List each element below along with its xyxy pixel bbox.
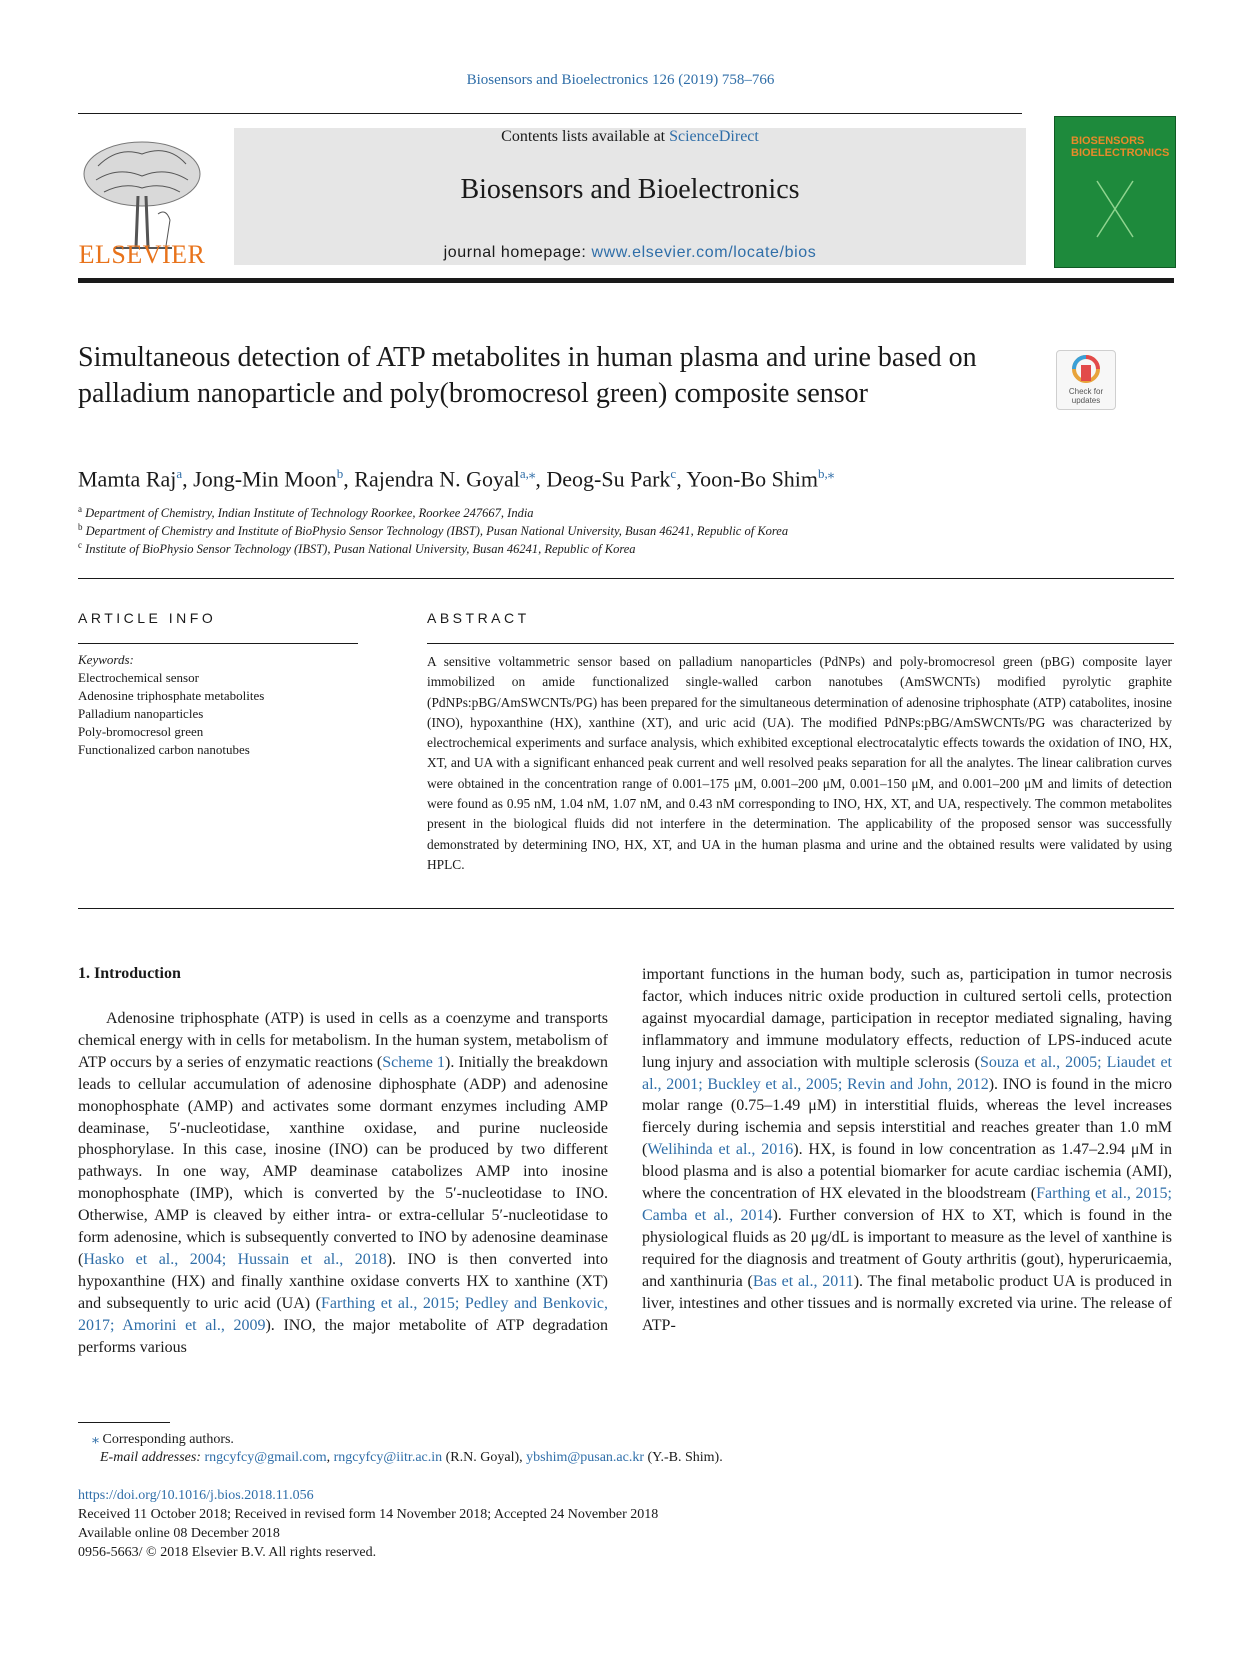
intro-column-right: [642, 964, 1172, 1336]
intro-text: ). HX, is found in low concentration as 1.47–2.94 μM in blood plasma and is also a potential biomarker for acute cardiac ischemia (AMI), where the concentration of HX elevated in the bloodstream (: [642, 1141, 1173, 1203]
author-name[interactable]: Mamta Raj: [78, 466, 177, 492]
received-dates: Received 11 October 2018; Received in revised form 14 November 2018; Accepted 24 November 2018: [78, 1507, 659, 1522]
journal-title: Biosensors and Bioelectronics: [460, 174, 800, 205]
affiliation: [78, 522, 1178, 539]
author-sup[interactable]: c: [670, 466, 677, 481]
email-label: E-mail addresses:: [100, 1450, 201, 1465]
elsevier-wordmark: ELSEVIER: [78, 240, 206, 269]
intro-text: ). Further conversion of HX to XT, which is found in the physiological fluids as 20 μg/dL is important to measure as the level of xanthine is required for the diagnosis and treatment of Gouty arthritis (gout), hyperuricaemia, and xanthinuria (: [642, 1206, 1172, 1290]
email-owner: (Y.-B. Shim).: [644, 1450, 723, 1465]
cover-title-line2: BIOELECTRONICS: [1071, 147, 1170, 159]
available-online: Available online 08 December 2018: [78, 1526, 280, 1541]
intro-text: important functions in the human body, such as, participation in tumor necrosis factor, which induces nitric oxide production in cultured sertoli cells, protection against myocardial damage, participation in receptor mediated signaling, having inflammatory and immune modulatory effects, reduction of LPS-induced acute lung injury and association with multiple sclerosis (: [642, 966, 1172, 1071]
keyword-item: Palladium nanoparticles: [78, 706, 204, 721]
author-sup[interactable]: b,⁎: [818, 466, 835, 481]
affiliation-sup: c: [78, 540, 82, 550]
author-sup[interactable]: a,⁎: [519, 466, 536, 481]
email-link[interactable]: rngcyfcy@iitr.ac.in: [333, 1450, 443, 1465]
email-link[interactable]: ybshim@pusan.ac.kr: [526, 1450, 645, 1465]
header-top-rule: [78, 113, 1022, 114]
reference-link[interactable]: Welihinda et al., 2016: [647, 1141, 794, 1159]
contents-prefix: Contents lists available at: [501, 128, 670, 145]
intro-column-left: [78, 1008, 608, 1359]
intro-text: ). INO is then converted into hypoxanthine (HX) and finally xanthine oxidase converts HX to xanthine (XT) and subsequently to uric acid (UA) (: [78, 1250, 609, 1312]
homepage-prefix: journal homepage:: [443, 244, 592, 261]
check-for-updates-button[interactable]: [1056, 350, 1116, 410]
intro-text: Adenosine triphosphate (ATP) is used in cells as a coenzyme and transports chemical energy with in cells for metabolism. In the human system, metabolism of ATP occurs by a series of enzymatic reactions (: [78, 1010, 608, 1071]
author-name[interactable]: Jong-Min Moon: [193, 466, 337, 492]
author-name[interactable]: Rajendra N. Goyal: [354, 466, 520, 492]
reference-link[interactable]: Souza et al., 2005; Liaudet et al., 2001; Buckley et al., 2005; Revin and John, 2012: [642, 1053, 1173, 1093]
abstract-heading: ABSTRACT: [427, 610, 530, 626]
article-info-heading: ARTICLE INFO: [78, 610, 217, 626]
keyword-item: Functionalized carbon nanotubes: [78, 742, 250, 757]
homepage-line: [234, 244, 1026, 262]
sciencedirect-link[interactable]: ScienceDirect: [669, 128, 759, 145]
affiliation: [78, 540, 1178, 557]
reference-link[interactable]: Bas et al., 2011: [752, 1272, 854, 1290]
footnote-rule: [78, 1422, 170, 1423]
affiliation-text: Department of Chemistry, Indian Institute of Technology Roorkee, Roorkee 247667, India: [85, 506, 534, 521]
abstract-text: A sensitive voltammetric sensor based on palladium nanoparticles (PdNPs) and poly-bromocresol green (pBG) composite layer immobilized on amide functionalized single-walled carbon nanotubes (AmSWCNTs) modified pyrolytic graphite (PdNPs:pBG/AmSWCNTs/PG) has been prepared for the simultaneous determination of adenosine triphosphate (ATP) catabolites, inosine (INO), hypoxanthine (HX), xanthine (XT), and uric acid (UA). The modified PdNPs:pBG/AmSWCNTs/PG was characterized by electrochemical experiments and surface analysis, which exhibited exceptional electrocatalytic effects towards the oxidation of INO, HX, XT, and UA with a significant enhanced peak current and well resolved peaks separation for all the analytes. The linear calibration curves were obtained in the concentration range of 0.001–175 μM, 0.001–200 μM, 0.001–150 μM, and 0.001–200 μM and limits of detection were found as 0.95 nM, 1.04 nM, 1.07 nM, and 0.43 nM corresponding to INO, HX, XT, and UA, respectively. The common metabolites present in the biological fluids did not interfere in the determination. The applicability of the proposed sensor was successfully demonstrated by determining INO, HX, XT, and UA in the human plasma and urine and the obtained results were validated by using HPLC.: [427, 654, 1172, 872]
crossmark-icon: [1072, 355, 1100, 385]
homepage-link[interactable]: www.elsevier.com/locate/bios: [591, 244, 817, 261]
affiliation-sup: b: [78, 522, 83, 532]
intro-text: ). INO, the major metabolite of ATP degradation performs various: [78, 1316, 608, 1356]
reference-link[interactable]: Farthing et al., 2015; Pedley and Benkovic, 2017; Amorini et al., 2009: [78, 1294, 608, 1334]
author-list: Mamta Raj$^a$, Jong-Min Moon$^b$, Rajendra N. Goyal$^{a,⁎}$, Deog-Su Park$^c$, Yoon-Bo Shim$^{b,⁎}$: [78, 466, 835, 492]
journal-citation[interactable]: Biosensors and Bioelectronics 126 (2019) 758–766: [466, 72, 775, 88]
intro-text: ). The final metabolic product UA is produced in liver, intestines and other tissues and is normally excreted via urine. The release of ATP-: [642, 1272, 1173, 1334]
header-thick-rule: [78, 278, 1174, 283]
affiliation-text: Institute of BioPhysio Sensor Technology (IBST), Pusan National University, Busan 46241, Republic of Korea: [85, 542, 636, 557]
author-sup[interactable]: a: [176, 466, 183, 481]
crossmark-label: Check for updates: [1068, 387, 1104, 405]
affiliation-sup: a: [78, 504, 82, 514]
keyword-item: Adenosine triphosphate metabolites: [78, 688, 265, 703]
affiliation: [78, 504, 1178, 521]
intro-text: ). Initially the breakdown leads to cellular accumulation of adenosine diphosphate (ADP) and adenosine monophosphate (AMP) and activates some dormant enzymes including AMP deaminase, 5′-nucleotidase, xanthine oxidase, and purine nucleoside phosphorylase. In this case, inosine (INO) can be produced by two different pathways. In one way, AMP deaminase catabolizes AMP into inosine monophosphate (IMP), which is converted by the 5′-nucleotidase to INO. Otherwise, AMP is cleaved by either intra- or extra-cellular 5′-nucleotidase to form adenosine, which is subsequently converted to INO by adenosine deaminase (: [78, 1053, 609, 1268]
email-owner: (R.N. Goyal),: [442, 1450, 527, 1465]
reference-link[interactable]: Scheme 1: [382, 1053, 446, 1071]
copyright: 0956-5663/ © 2018 Elsevier B.V. All rights reserved.: [78, 1545, 377, 1560]
reference-link[interactable]: Hasko et al., 2004; Hussain et al., 2018: [83, 1250, 387, 1268]
email-line: E-mail addresses: rngcyfcy@gmail.com, rngcyfcy@iitr.ac.in (R.N. Goyal), ybshim@pusan.ac.kr (Y.-B. Shim).: [100, 1450, 723, 1465]
author-sup[interactable]: b: [336, 466, 344, 481]
keyword-item: Electrochemical sensor: [78, 670, 199, 685]
article-info-rule: [78, 643, 358, 644]
author-name[interactable]: Yoon-Bo Shim: [686, 466, 819, 492]
abstract-rule: [427, 643, 1174, 644]
reference-link[interactable]: Farthing et al., 2015; Camba et al., 2014: [642, 1185, 1172, 1224]
keywords-label: Keywords:: [78, 652, 134, 667]
cover-graphic-icon: [1095, 179, 1135, 239]
cover-title-line1: BIOSENSORS: [1071, 135, 1145, 147]
keyword-item: Poly-bromocresol green: [78, 724, 204, 739]
journal-banner: [234, 128, 1026, 265]
corresponding-mark: ⁎: [92, 1432, 99, 1447]
corresponding-note: [92, 1431, 234, 1448]
abstract-bottom-rule: [78, 908, 1174, 909]
email-link[interactable]: rngcyfcy@gmail.com: [204, 1450, 327, 1465]
affiliation-text: Department of Chemistry and Institute of BioPhysio Sensor Technology (IBST), Pusan National University, Busan 46241, Republic of Korea: [85, 524, 789, 539]
corresponding-text: Corresponding authors.: [99, 1432, 234, 1447]
introduction-heading: 1. Introduction: [78, 965, 181, 982]
intro-paragraph: [78, 1008, 608, 1359]
intro-text: ). INO is found in the micro molar range (0.75–1.49 μM) in interstitial fluids, whereas the level increases fiercely during ischemia and sepsis interstitial and reaches greater than 1.0 mM (: [642, 1075, 1173, 1159]
article-title: Simultaneous detection of ATP metabolites in human plasma and urine based on palladium nanoparticle and poly(bromocresol green) composite sensor: [78, 342, 977, 409]
contents-line: [234, 128, 1026, 146]
doi-link[interactable]: https://doi.org/10.1016/j.bios.2018.11.056: [78, 1488, 314, 1503]
author-name[interactable]: Deog-Su Park: [546, 466, 671, 492]
journal-cover-image[interactable]: [1054, 116, 1176, 268]
intro-paragraph: [642, 964, 1172, 1336]
affiliation-rule: [78, 578, 1174, 579]
